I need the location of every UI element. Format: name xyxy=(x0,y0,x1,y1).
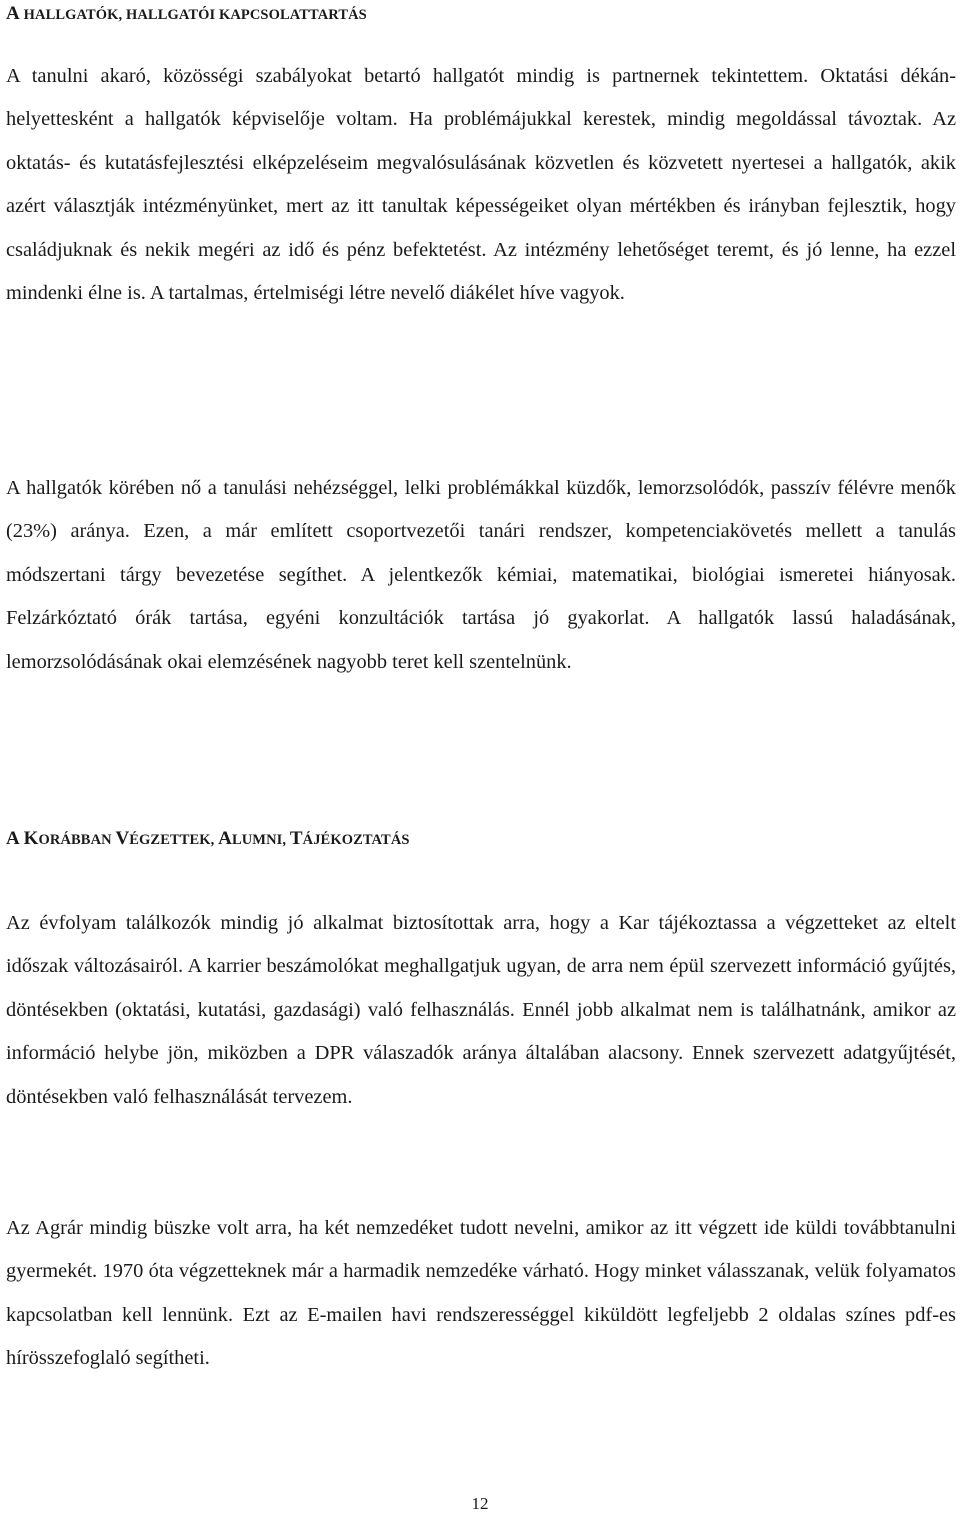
paragraph: A tanulni akaró, közösségi szabályokat betartó hallgatót mindig is partnernek tekintettem. Oktatási dékán-helyettesként a hallgatók képviselője voltam. Ha problémájukkal kerestek, mindig megoldással távoztak. Az oktatás- és kutatásfejlesztési elképzeléseim megvalósulásának közvetlen és közvetett nyertesei a hallgatók, akik azért választják intézményünket, mert az itt tanultak képességeiket olyan mértékben és irányban fejlesztik, hogy családjuknak és nekik megéri az idő és pénz befektetést. Az intézmény lehetőséget teremt, és jó lenne, ha ezzel mindenki élne is. A tartalmas, értelmiségi létre nevelő diákélet híve vagyok. xyxy=(6,65,956,305)
section-heading-alumni xyxy=(6,828,410,850)
paragraph: Az Agrár mindig büszke volt arra, ha két nemzedéket tudott nevelni, amikor az itt végzett ide küldi továbbtanulni gyermekét. 1970 óta végzetteknek már a harmadik nemzedéke várható. Hogy minket válasszanak, velük folyamatos kapcsolatban kell lennünk. Ezt az E-mailen havi rendszerességgel kiküldött legfeljebb 2 oldalas színes pdf-es hírösszefoglaló segítheti. xyxy=(6,1217,956,1370)
page-number: 12 xyxy=(471,1494,489,1513)
heading-part: K xyxy=(23,828,39,849)
heading-part: ORÁBBAN xyxy=(38,832,116,848)
heading-part: V xyxy=(115,828,130,849)
heading-part: T xyxy=(289,828,303,849)
section-heading-students xyxy=(6,3,367,25)
paragraph: A hallgatók körében nő a tanulási nehézséggel, lelki problémákkal küzdők, lemorzsolódók, passzív félévre menők (23%) aránya. Ezen, a már említett csoportvezetői tanári rendszer, kompetenciakövetés mellett a tanulás módszertani tárgy bevezetése segíthet. A jelentkezők kémiai, matematikai, biológiai ismeretei hiányosak. Felzárkóztató órák tartása, egyéni konzultációk tartása jó gyakorlat. A hallgatók lassú haladásának, lemorzsolódásának okai elemzésének nagyobb teret kell szentelnünk. xyxy=(6,477,956,673)
paragraph: Az évfolyam találkozók mindig jó alkalmat biztosítottak arra, hogy a Kar tájékoztassa a végzetteket az eltelt időszak változásairól. A karrier beszámolókat meghallgatjuk ugyan, de arra nem épül szervezett információ gyűjtés, döntésekben (oktatási, kutatási, gazdasági) való felhasználás. Ennél jobb alkalmat nem is találhatnánk, amikor az információ helybe jön, miközben a DPR válaszadók aránya általában alacsony. Ennek szervezett adatgyűjtését, döntésekben való felhasználását tervezem. xyxy=(6,912,956,1108)
heading-part: ÉGZETTEK, xyxy=(129,832,219,848)
heading-rest: HALLGATÓK, HALLGATÓI KAPCSOLATTARTÁS xyxy=(23,7,367,23)
heading-part: LUMNI, xyxy=(231,832,290,848)
heading-prefix: A xyxy=(6,3,24,24)
heading-part: A xyxy=(218,828,232,849)
heading-part: ÁJÉKOZTATÁS xyxy=(302,832,410,848)
heading-part: A xyxy=(6,828,24,849)
